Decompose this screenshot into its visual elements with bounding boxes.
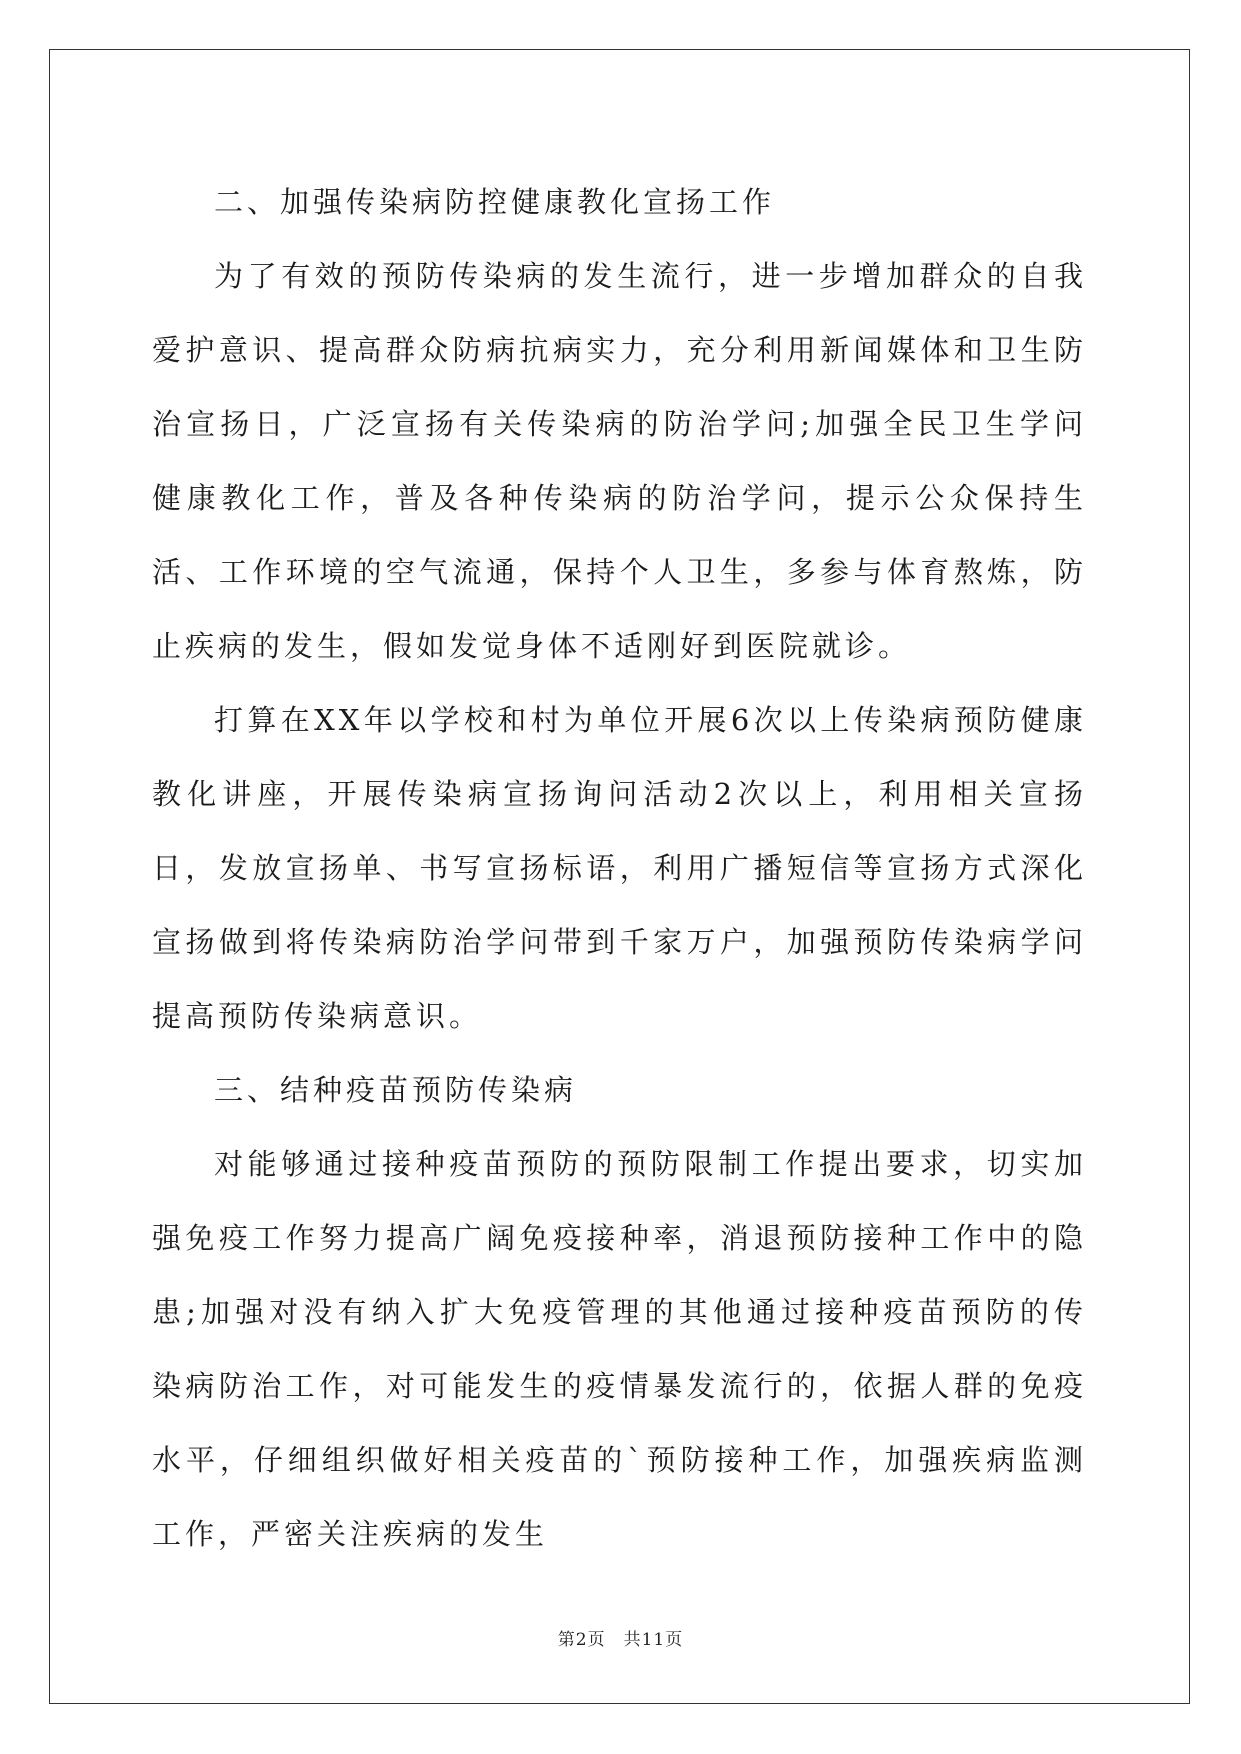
section-heading-3: 三、结种疫苗预防传染病 bbox=[214, 1073, 578, 1107]
page-footer bbox=[0, 1625, 1241, 1650]
document-body bbox=[152, 165, 1087, 1571]
paragraph-3: 对能够通过接种疫苗预防的预防限制工作提出要求，切实加强免疫工作努力提高广阔免疫接种率，消退预防接种工作中的隐患;加强对没有纳入扩大免疫管理的其他通过接种疫苗预防的传染病防治工作，对可能发生的疫情暴发流行的，依据人群的免疫水平，仔细组织做好相关疫苗的`预防接种工作，加强疾病监测工作，严密关注疾病的发生 bbox=[152, 1147, 1087, 1551]
paragraph-1: 为了有效的预防传染病的发生流行，进一步增加群众的自我爱护意识、提高群众防病抗病实力，充分利用新闻媒体和卫生防治宣扬日，广泛宣扬有关传染病的防治学问;加强全民卫生学问健康教化工作，普及各种传染病的防治学问，提示公众保持生活、工作环境的空气流通，保持个人卫生，多参与体育熬炼，防止疾病的发生，假如发觉身体不适刚好到医院就诊。 bbox=[152, 259, 1087, 663]
section-heading-2: 二、加强传染病防控健康教化宣扬工作 bbox=[214, 185, 776, 219]
page-total: 共11页 bbox=[623, 1630, 684, 1650]
paragraph-2: 打算在XX年以学校和村为单位开展6次以上传染病预防健康教化讲座，开展传染病宣扬询问活动2次以上，利用相关宣扬日，发放宣扬单、书写宣扬标语，利用广播短信等宣扬方式深化宣扬做到将传染病防治学问带到千家万户，加强预防传染病学问提高预防传染病意识。 bbox=[152, 703, 1087, 1033]
page-number: 第2页 bbox=[557, 1630, 606, 1650]
